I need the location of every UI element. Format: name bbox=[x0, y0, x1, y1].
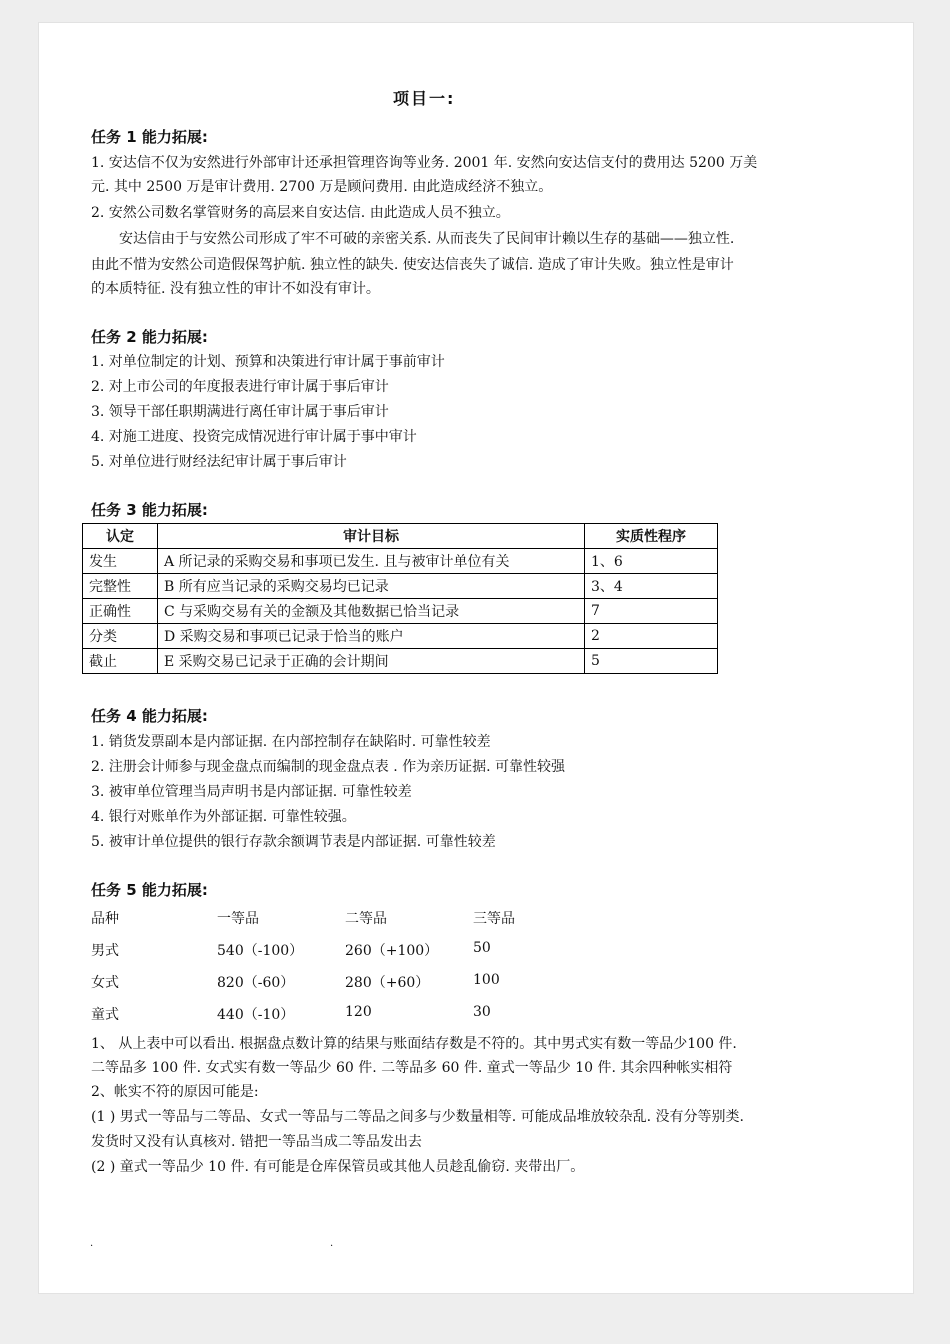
task5-line: 二等品多 100 件. 女式实有数一等品少 60 件. 二等品多 60 件. 童式一等品少 10 件. 其余四种帐实相符 bbox=[91, 1060, 733, 1076]
task4-line: 1. 销货发票副本是内部证据. 在内部控制存在缺陷时. 可靠性较差 bbox=[91, 734, 491, 750]
page-title: 项目一: bbox=[393, 89, 456, 108]
task2-heading: 任务 2 能力拓展: bbox=[91, 328, 208, 346]
header-cell: 审计目标 bbox=[158, 524, 585, 549]
grid-cell: 440（-10） bbox=[217, 1007, 295, 1023]
task2-line: 5. 对单位进行财经法纪审计属于事后审计 bbox=[91, 454, 347, 470]
audit-objectives-table bbox=[82, 523, 718, 674]
table-cell: 7 bbox=[585, 599, 718, 624]
footer-dot: . bbox=[330, 1238, 334, 1249]
table-cell: E 采购交易已记录于正确的会计期间 bbox=[158, 649, 585, 674]
table-cell: C 与采购交易有关的金额及其他数据已恰当记录 bbox=[158, 599, 585, 624]
task5-line: 发货时又没有认真核对. 错把一等品当成二等品发出去 bbox=[91, 1134, 422, 1150]
grid-cell: 280（+60） bbox=[345, 975, 430, 991]
task2-line: 3. 领导干部任职期满进行离任审计属于事后审计 bbox=[91, 404, 389, 420]
table-cell: 截止 bbox=[83, 649, 158, 674]
table-cell: 3、4 bbox=[585, 574, 718, 599]
task5-line: 2、帐实不符的原因可能是: bbox=[91, 1084, 259, 1100]
table-cell: 发生 bbox=[83, 549, 158, 574]
task4-heading: 任务 4 能力拓展: bbox=[91, 707, 208, 725]
task2-line: 4. 对施工进度、投资完成情况进行审计属于事中审计 bbox=[91, 429, 417, 445]
header-cell: 实质性程序 bbox=[585, 524, 718, 549]
task1-line: 安达信由于与安然公司形成了牢不可破的亲密关系. 从而丧失了民间审计赖以生存的基础——独立性. bbox=[91, 231, 735, 247]
grid-cell: 820（-60） bbox=[217, 975, 295, 991]
grid-cell: 男式 bbox=[91, 943, 119, 959]
task5-line: (2 ) 童式一等品少 10 件. 有可能是仓库保管员或其他人员趁乱偷窃. 夹带出厂。 bbox=[91, 1159, 585, 1175]
grid-cell: 童式 bbox=[91, 1007, 119, 1023]
table-header-row bbox=[83, 524, 718, 549]
task4-line: 5. 被审计单位提供的银行存款余额调节表是内部证据. 可靠性较差 bbox=[91, 834, 496, 850]
table-row bbox=[83, 574, 718, 599]
task2-line: 2. 对上市公司的年度报表进行审计属于事后审计 bbox=[91, 379, 389, 395]
grid-cell: 三等品 bbox=[473, 911, 515, 927]
table-cell: 完整性 bbox=[83, 574, 158, 599]
task4-line: 3. 被审单位管理当局声明书是内部证据. 可靠性较差 bbox=[91, 784, 412, 800]
task3-heading: 任务 3 能力拓展: bbox=[91, 501, 208, 519]
task1-line: 由此不惜为安然公司造假保驾护航. 独立性的缺失. 使安达信丧失了诚信. 造成了审计失败。独立性是审计 bbox=[91, 257, 734, 273]
table-row bbox=[83, 549, 718, 574]
grid-cell: 30 bbox=[473, 1004, 491, 1020]
grid-cell: 260（+100） bbox=[345, 943, 439, 959]
table-cell: 2 bbox=[585, 624, 718, 649]
grid-cell: 品种 bbox=[91, 911, 119, 927]
table-cell: 5 bbox=[585, 649, 718, 674]
task5-heading: 任务 5 能力拓展: bbox=[91, 881, 208, 899]
task4-line: 2. 注册会计师参与现金盘点而编制的现金盘点表 . 作为亲历证据. 可靠性较强 bbox=[91, 759, 566, 775]
task5-line: (1 ) 男式一等品与二等品、女式一等品与二等品之间多与少数量相等. 可能成品堆放较杂乱. 没有分等别类. bbox=[91, 1109, 744, 1125]
table-cell: 正确性 bbox=[83, 599, 158, 624]
grid-cell: 540（-100） bbox=[217, 943, 304, 959]
table-row bbox=[83, 624, 718, 649]
task5-line: 1、 从上表中可以看出. 根据盘点数计算的结果与账面结存数是不符的。其中男式实有数一等品少100 件. bbox=[91, 1036, 737, 1052]
table-cell: 分类 bbox=[83, 624, 158, 649]
header-cell: 认定 bbox=[83, 524, 158, 549]
task1-line: 元. 其中 2500 万是审计费用. 2700 万是顾问费用. 由此造成经济不独立。 bbox=[91, 179, 553, 195]
table-cell: A 所记录的采购交易和事项已发生. 且与被审计单位有关 bbox=[158, 549, 585, 574]
grid-cell: 100 bbox=[473, 972, 500, 988]
task4-line: 4. 银行对账单作为外部证据. 可靠性较强。 bbox=[91, 809, 356, 825]
grid-cell: 一等品 bbox=[217, 911, 259, 927]
task1-line: 2. 安然公司数名掌管财务的高层来自安达信. 由此造成人员不独立。 bbox=[91, 205, 510, 221]
grid-cell: 120 bbox=[345, 1004, 372, 1020]
task1-line: 1. 安达信不仅为安然进行外部审计还承担管理咨询等业务. 2001 年. 安然向安达信支付的费用达 5200 万美 bbox=[91, 155, 758, 171]
task1-heading: 任务 1 能力拓展: bbox=[91, 128, 208, 146]
grid-cell: 二等品 bbox=[345, 911, 387, 927]
table-cell: D 采购交易和事项已记录于恰当的账户 bbox=[158, 624, 585, 649]
footer-dot: . bbox=[90, 1238, 94, 1249]
task2-line: 1. 对单位制定的计划、预算和决策进行审计属于事前审计 bbox=[91, 354, 445, 370]
grid-cell: 50 bbox=[473, 940, 491, 956]
grid-cell: 女式 bbox=[91, 975, 119, 991]
table-row bbox=[83, 649, 718, 674]
task1-line: 的本质特征. 没有独立性的审计不如没有审计。 bbox=[91, 281, 380, 297]
table-cell: 1、6 bbox=[585, 549, 718, 574]
table-row bbox=[83, 599, 718, 624]
table-cell: B 所有应当记录的采购交易均已记录 bbox=[158, 574, 585, 599]
